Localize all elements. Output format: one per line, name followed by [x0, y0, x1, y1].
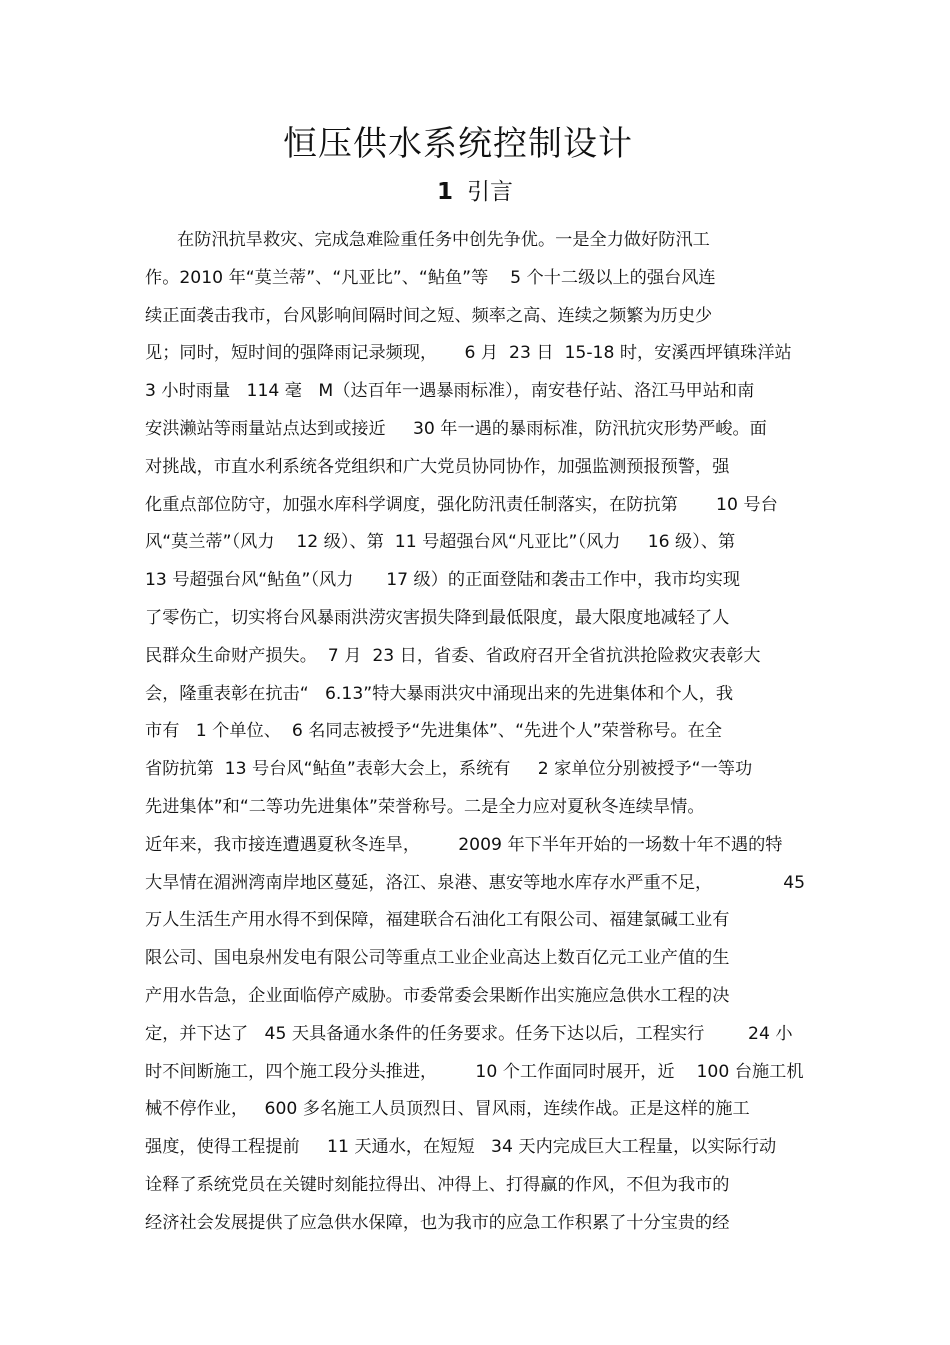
text-line: 续正面袭击我市，台风影响间隔时间之短、频率之高、连续之频繁为历史少 — [145, 305, 713, 326]
text-line: 时不间断施工，四个施工段分头推进， 10 个工作面同时展开，近 100 台施工机 — [145, 1061, 804, 1082]
text-line: 万人生活生产用水得不到保障，福建联合石油化工有限公司、福建氯碱工业有 — [145, 910, 730, 931]
body-paragraph — [145, 222, 825, 1243]
text-line: 先进集体”和“二等功先进集体”荣誉称号。二是全力应对夏秋冬连续旱情。 — [145, 796, 705, 817]
text-line: 安洪濑站等雨量站点达到或接近 30 年一遇的暴雨标准，防汛抗灾形势严峻。面 — [145, 418, 767, 439]
text-line: 化重点部位防守，加强水库科学调度，强化防汛责任制落实，在防抗第 10 号台 — [145, 494, 778, 515]
text-line: 省防抗第 13 号台风“鲇鱼”表彰大会上，系统有 2 家单位分别被授予“一等功 — [145, 759, 753, 780]
text-line: 在防汛抗旱救灾、完成急难险重任务中创先争优。一是全力做好防汛工 — [177, 230, 710, 250]
section-heading-text: 引言 — [467, 179, 513, 205]
text-line: 13 号超强台风“鲇鱼”（风力 17 级）的正面登陆和袭击工作中，我市均实现 — [145, 570, 741, 591]
text-line: 民群众生命财产损失。 7 月 23 日，省委、省政府召开全省抗洪抢险救灾表彰大 — [145, 645, 761, 666]
section-heading — [0, 175, 950, 209]
text-line: 作。2010 年“莫兰蒂”、“凡亚比”、“鲇鱼”等 5 个十二级以上的强台风连 — [145, 267, 716, 288]
text-line: 定，并下达了 45 天具备通水条件的任务要求。任务下达以后，工程实行 24 小 — [145, 1023, 793, 1044]
text-line: 近年来，我市接连遭遇夏秋冬连旱， 2009 年下半年开始的一场数十年不遇的特 — [145, 834, 783, 855]
text-line: 强度，使得工程提前 11 天通水，在短短 34 天内完成巨大工程量，以实际行动 — [145, 1137, 777, 1158]
text-line: 大旱情在湄洲湾南岸地区蔓延，洛江、泉港、惠安等地水库存水严重不足， 45 — [145, 872, 806, 893]
text-line: 产用水告急，企业面临停产威胁。市委常委会果断作出实施应急供水工程的决 — [145, 985, 730, 1006]
text-line: 市有 1 个单位、 6 名同志被授予“先进集体”、“先进个人”荣誉称号。在全 — [145, 721, 722, 742]
text-line: 了零伤亡，切实将台风暴雨洪涝灾害损失降到最低限度，最大限度地减轻了人 — [145, 607, 730, 628]
text-line: 见；同时，短时间的强降雨记录频现， 6 月 23 日 15-18 时，安溪西坪镇珠洋站 — [145, 343, 792, 364]
text-line: 风“莫兰蒂”（风力 12 级）、第 11 号超强台风“凡亚比”（风力 16 级）、第 — [145, 532, 736, 553]
text-line: 限公司、国电泉州发电有限公司等重点工业企业高达上数百亿元工业产值的生 — [145, 948, 730, 969]
text-line: 会，隆重表彰在抗击“ 6.13”特大暴雨洪灾中涌现出来的先进集体和个人，我 — [145, 683, 734, 704]
text-line: 对挑战，市直水利系统各党组织和广大党员协同协作，加强监测预报预警，强 — [145, 456, 730, 477]
document-title: 恒压供水系统控制设计 — [283, 124, 633, 164]
text-line: 诠释了系统党员在关键时刻能拉得出、冲得上、打得赢的作风，不但为我市的 — [145, 1174, 730, 1195]
section-number: 1 — [436, 179, 453, 205]
text-line: 3 小时雨量 114 毫 M（达百年一遇暴雨标准），南安巷仔站、洛江马甲站和南 — [145, 381, 755, 402]
text-line: 械不停作业， 600 多名施工人员顶烈日、冒风雨，连续作战。正是这样的施工 — [145, 1099, 750, 1120]
text-line: 经济社会发展提供了应急供水保障，也为我市的应急工作积累了十分宝贵的经 — [145, 1212, 730, 1233]
